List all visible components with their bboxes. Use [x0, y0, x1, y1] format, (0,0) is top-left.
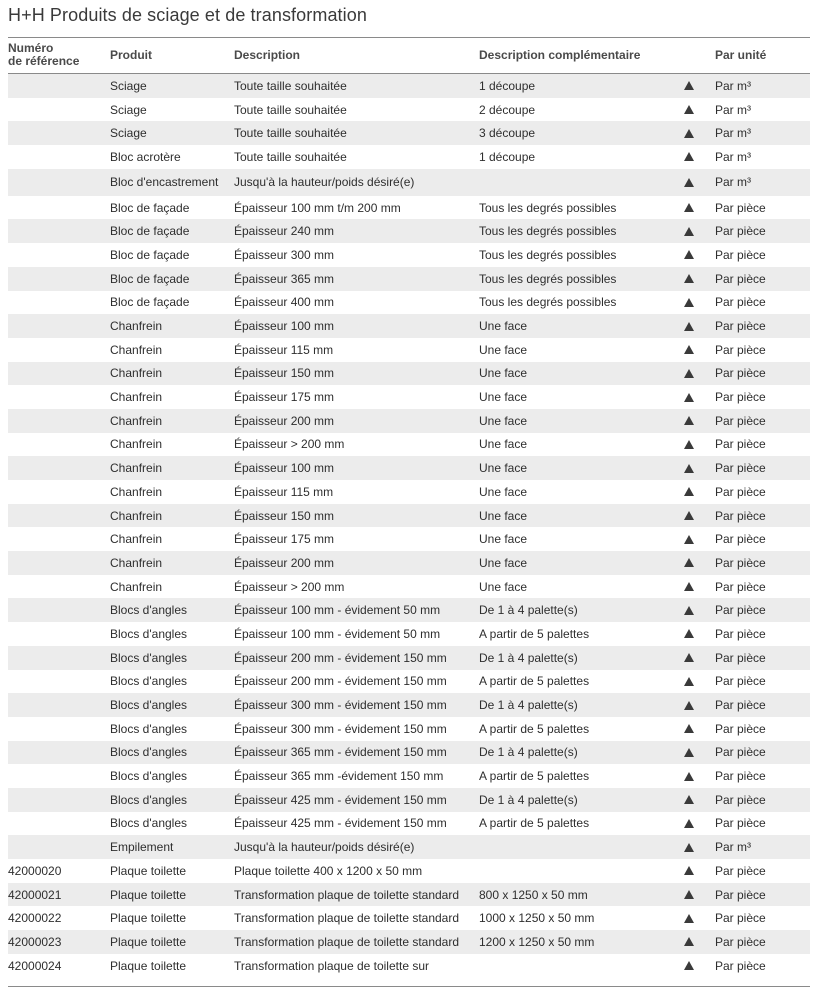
description-cell: Épaisseur 300 mm - évidement 150 mm	[234, 698, 447, 713]
reference-number-cell: 42000024	[8, 958, 62, 973]
table-row	[8, 267, 810, 291]
description-cell: Épaisseur 400 mm	[234, 295, 335, 310]
indicator-cell	[683, 646, 695, 670]
indicator-cell	[683, 527, 695, 551]
table-row	[8, 314, 810, 338]
table-row	[8, 433, 810, 457]
product-cell: Blocs d'angles	[110, 626, 188, 641]
triangle-up-icon	[684, 274, 694, 283]
table-row	[8, 385, 810, 409]
indicator-cell	[683, 717, 695, 741]
triangle-up-icon	[684, 937, 694, 946]
description-cell: Transformation plaque de toilette standard	[234, 934, 460, 949]
triangle-up-icon	[684, 393, 694, 402]
per-unit-cell: Par pièce	[715, 958, 766, 973]
triangle-up-icon	[684, 961, 694, 970]
indicator-cell	[683, 930, 695, 954]
triangle-up-icon	[684, 250, 694, 259]
indicator-cell	[683, 314, 695, 338]
indicator-cell	[683, 196, 695, 220]
complementary-description-cell: De 1 à 4 palette(s)	[479, 603, 578, 618]
product-cell: Bloc acrotère	[110, 149, 181, 164]
table-row	[8, 121, 810, 145]
description-cell: Épaisseur 300 mm	[234, 247, 335, 262]
per-unit-cell: Par pièce	[715, 532, 766, 547]
bottom-divider	[8, 986, 810, 987]
per-unit-cell: Par pièce	[715, 366, 766, 381]
product-cell: Blocs d'angles	[110, 721, 188, 736]
description-cell: Épaisseur 200 mm - évidement 150 mm	[234, 650, 447, 665]
indicator-cell	[683, 409, 695, 433]
complementary-description-cell: De 1 à 4 palette(s)	[479, 792, 578, 807]
triangle-up-icon	[684, 890, 694, 899]
product-cell: Chanfrein	[110, 366, 163, 381]
description-cell: Épaisseur 200 mm	[234, 413, 335, 428]
per-unit-cell: Par pièce	[715, 745, 766, 760]
triangle-up-icon	[684, 152, 694, 161]
table-row	[8, 551, 810, 575]
triangle-up-icon	[684, 629, 694, 638]
table-row	[8, 527, 810, 551]
per-unit-cell: Par m³	[715, 149, 751, 164]
indicator-cell	[683, 433, 695, 457]
product-cell: Plaque toilette	[110, 887, 187, 902]
product-cell: Sciage	[110, 126, 147, 141]
triangle-up-icon	[684, 701, 694, 710]
indicator-cell	[683, 598, 695, 622]
indicator-cell	[683, 812, 695, 836]
per-unit-cell: Par m³	[715, 126, 751, 141]
description-cell: Épaisseur 200 mm	[234, 555, 335, 570]
description-cell: Toute taille souhaitée	[234, 149, 347, 164]
triangle-up-icon	[684, 724, 694, 733]
product-cell: Chanfrein	[110, 555, 163, 570]
reference-number-cell: 42000022	[8, 911, 62, 926]
description-cell: Épaisseur > 200 mm	[234, 437, 345, 452]
description-cell: Jusqu'à la hauteur/poids désiré(e)	[234, 840, 415, 855]
description-cell: Épaisseur 100 mm t/m 200 mm	[234, 200, 401, 215]
indicator-cell	[683, 859, 695, 883]
per-unit-cell: Par m³	[715, 175, 751, 190]
product-cell: Blocs d'angles	[110, 603, 188, 618]
indicator-cell	[683, 764, 695, 788]
product-cell: Blocs d'angles	[110, 792, 188, 807]
description-cell: Épaisseur 365 mm	[234, 271, 335, 286]
complementary-description-cell: 1 découpe	[479, 78, 536, 93]
product-cell: Blocs d'angles	[110, 674, 188, 689]
complementary-description-cell: 1200 x 1250 x 50 mm	[479, 934, 595, 949]
triangle-up-icon	[684, 843, 694, 852]
product-cell: Bloc de façade	[110, 247, 190, 262]
complementary-description-cell: A partir de 5 palettes	[479, 769, 590, 784]
complementary-description-cell: Tous les degrés possibles	[479, 247, 617, 262]
triangle-up-icon	[684, 653, 694, 662]
indicator-cell	[683, 385, 695, 409]
description-cell: Jusqu'à la hauteur/poids désiré(e)	[234, 175, 415, 190]
description-cell: Épaisseur 175 mm	[234, 390, 335, 405]
triangle-up-icon	[684, 203, 694, 212]
complementary-description-cell: 1 découpe	[479, 149, 536, 164]
table-row	[8, 575, 810, 599]
table-row	[8, 219, 810, 243]
complementary-description-cell: 1000 x 1250 x 50 mm	[479, 911, 595, 926]
complementary-description-cell: De 1 à 4 palette(s)	[479, 650, 578, 665]
table-row	[8, 906, 810, 930]
per-unit-cell: Par m³	[715, 840, 751, 855]
product-cell: Chanfrein	[110, 579, 163, 594]
product-cell: Sciage	[110, 102, 147, 117]
complementary-description-cell: Tous les degrés possibles	[479, 271, 617, 286]
per-unit-cell: Par pièce	[715, 413, 766, 428]
header-per-unit: Par unité	[715, 48, 767, 62]
indicator-cell	[683, 267, 695, 291]
description-cell: Épaisseur 100 mm	[234, 461, 335, 476]
indicator-cell	[683, 169, 695, 196]
per-unit-cell: Par pièce	[715, 461, 766, 476]
product-cell: Blocs d'angles	[110, 745, 188, 760]
header-product: Produit	[110, 48, 152, 62]
indicator-cell	[683, 883, 695, 907]
description-cell: Toute taille souhaitée	[234, 126, 347, 141]
table-row	[8, 98, 810, 122]
per-unit-cell: Par pièce	[715, 200, 766, 215]
table-row	[8, 741, 810, 765]
table-row	[8, 859, 810, 883]
triangle-up-icon	[684, 677, 694, 686]
triangle-up-icon	[684, 535, 694, 544]
per-unit-cell: Par pièce	[715, 271, 766, 286]
complementary-description-cell: 800 x 1250 x 50 mm	[479, 887, 588, 902]
table-row	[8, 169, 810, 196]
complementary-description-cell: Une face	[479, 319, 528, 334]
table-row	[8, 646, 810, 670]
description-cell: Épaisseur > 200 mm	[234, 579, 345, 594]
table-row	[8, 693, 810, 717]
indicator-cell	[683, 670, 695, 694]
description-cell: Épaisseur 365 mm - évidement 150 mm	[234, 745, 447, 760]
product-cell: Plaque toilette	[110, 958, 187, 973]
page-title: H+H Produits de sciage et de transformation	[8, 5, 367, 25]
complementary-description-cell: Une face	[479, 532, 528, 547]
indicator-cell	[683, 74, 695, 98]
per-unit-cell: Par pièce	[715, 698, 766, 713]
product-cell: Blocs d'angles	[110, 816, 188, 831]
complementary-description-cell: Une face	[479, 461, 528, 476]
per-unit-cell: Par pièce	[715, 319, 766, 334]
complementary-description-cell: Une face	[479, 555, 528, 570]
description-cell: Plaque toilette 400 x 1200 x 50 mm	[234, 863, 423, 878]
table-row	[8, 835, 810, 859]
complementary-description-cell: Tous les degrés possibles	[479, 200, 617, 215]
per-unit-cell: Par m³	[715, 78, 751, 93]
description-cell: Épaisseur 150 mm	[234, 366, 335, 381]
header-description: Description	[234, 48, 301, 62]
indicator-cell	[683, 338, 695, 362]
complementary-description-cell: A partir de 5 palettes	[479, 626, 590, 641]
triangle-up-icon	[684, 606, 694, 615]
per-unit-cell: Par pièce	[715, 295, 766, 310]
table-row	[8, 145, 810, 169]
complementary-description-cell: De 1 à 4 palette(s)	[479, 745, 578, 760]
description-cell: Épaisseur 425 mm - évidement 150 mm	[234, 816, 447, 831]
product-cell: Sciage	[110, 78, 147, 93]
triangle-up-icon	[684, 582, 694, 591]
triangle-up-icon	[684, 227, 694, 236]
triangle-up-icon	[684, 511, 694, 520]
complementary-description-cell: Une face	[479, 484, 528, 499]
per-unit-cell: Par pièce	[715, 247, 766, 262]
table-row	[8, 362, 810, 386]
reference-number-cell: 42000020	[8, 863, 62, 878]
complementary-description-cell: A partir de 5 palettes	[479, 721, 590, 736]
description-cell: Transformation plaque de toilette standard	[234, 887, 460, 902]
header-reference-line2: de référence	[8, 54, 80, 68]
per-unit-cell: Par pièce	[715, 437, 766, 452]
per-unit-cell: Par pièce	[715, 934, 766, 949]
per-unit-cell: Par pièce	[715, 390, 766, 405]
product-cell: Blocs d'angles	[110, 650, 188, 665]
per-unit-cell: Par pièce	[715, 863, 766, 878]
description-cell: Transformation plaque de toilette sur	[234, 958, 429, 973]
table-row	[8, 622, 810, 646]
complementary-description-cell: A partir de 5 palettes	[479, 674, 590, 689]
table-row	[8, 670, 810, 694]
description-cell: Épaisseur 300 mm - évidement 150 mm	[234, 721, 447, 736]
description-cell: Toute taille souhaitée	[234, 78, 347, 93]
indicator-cell	[683, 243, 695, 267]
description-cell: Épaisseur 150 mm	[234, 508, 335, 523]
product-cell: Chanfrein	[110, 461, 163, 476]
triangle-up-icon	[684, 105, 694, 114]
product-cell: Bloc de façade	[110, 200, 190, 215]
description-cell: Épaisseur 365 mm -évidement 150 mm	[234, 769, 444, 784]
description-cell: Épaisseur 115 mm	[234, 484, 334, 499]
indicator-cell	[683, 693, 695, 717]
product-cell: Chanfrein	[110, 437, 163, 452]
product-cell: Blocs d'angles	[110, 769, 188, 784]
indicator-cell	[683, 121, 695, 145]
indicator-cell	[683, 835, 695, 859]
per-unit-cell: Par pièce	[715, 721, 766, 736]
product-cell: Chanfrein	[110, 319, 163, 334]
triangle-up-icon	[684, 129, 694, 138]
per-unit-cell: Par pièce	[715, 484, 766, 499]
table-row	[8, 196, 810, 220]
triangle-up-icon	[684, 487, 694, 496]
per-unit-cell: Par pièce	[715, 911, 766, 926]
complementary-description-cell: Une face	[479, 342, 528, 357]
description-cell: Épaisseur 100 mm	[234, 319, 335, 334]
per-unit-cell: Par pièce	[715, 224, 766, 239]
header-reference-number	[8, 42, 103, 68]
product-cell: Empilement	[110, 840, 174, 855]
complementary-description-cell: De 1 à 4 palette(s)	[479, 698, 578, 713]
table-row	[8, 456, 810, 480]
complementary-description-cell: Une face	[479, 579, 528, 594]
description-cell: Transformation plaque de toilette standard	[234, 911, 460, 926]
table-header	[0, 38, 822, 74]
table-row	[8, 717, 810, 741]
complementary-description-cell: Tous les degrés possibles	[479, 224, 617, 239]
triangle-up-icon	[684, 772, 694, 781]
per-unit-cell: Par pièce	[715, 650, 766, 665]
table-row	[8, 954, 810, 978]
product-cell: Chanfrein	[110, 508, 163, 523]
triangle-up-icon	[684, 416, 694, 425]
triangle-up-icon	[684, 914, 694, 923]
table-row	[8, 480, 810, 504]
table-row	[8, 764, 810, 788]
per-unit-cell: Par pièce	[715, 626, 766, 641]
description-cell: Épaisseur 240 mm	[234, 224, 335, 239]
triangle-up-icon	[684, 748, 694, 757]
complementary-description-cell: A partir de 5 palettes	[479, 816, 590, 831]
product-cell: Chanfrein	[110, 484, 163, 499]
table-row	[8, 812, 810, 836]
per-unit-cell: Par pièce	[715, 769, 766, 784]
table-row	[8, 291, 810, 315]
header-reference-line1: Numéro	[8, 41, 54, 55]
triangle-up-icon	[684, 345, 694, 354]
per-unit-cell: Par pièce	[715, 579, 766, 594]
triangle-up-icon	[684, 369, 694, 378]
triangle-up-icon	[684, 558, 694, 567]
product-cell: Bloc de façade	[110, 295, 190, 310]
triangle-up-icon	[684, 178, 694, 187]
table-row	[8, 930, 810, 954]
header-complementary-description: Description complémentaire	[479, 48, 641, 62]
reference-number-cell: 42000021	[8, 887, 62, 902]
per-unit-cell: Par pièce	[715, 792, 766, 807]
triangle-up-icon	[684, 819, 694, 828]
description-cell: Épaisseur 200 mm - évidement 150 mm	[234, 674, 447, 689]
indicator-cell	[683, 575, 695, 599]
description-cell: Épaisseur 100 mm - évidement 50 mm	[234, 626, 441, 641]
per-unit-cell: Par pièce	[715, 816, 766, 831]
triangle-up-icon	[684, 298, 694, 307]
per-unit-cell: Par pièce	[715, 508, 766, 523]
description-cell: Épaisseur 100 mm - évidement 50 mm	[234, 603, 441, 618]
table-row	[8, 243, 810, 267]
product-cell: Plaque toilette	[110, 863, 187, 878]
complementary-description-cell: Une face	[479, 366, 528, 381]
triangle-up-icon	[684, 866, 694, 875]
table-row	[8, 883, 810, 907]
description-cell: Épaisseur 115 mm	[234, 342, 334, 357]
product-cell: Plaque toilette	[110, 934, 187, 949]
reference-number-cell: 42000023	[8, 934, 62, 949]
per-unit-cell: Par pièce	[715, 555, 766, 570]
product-cell: Chanfrein	[110, 413, 163, 428]
indicator-cell	[683, 219, 695, 243]
description-cell: Épaisseur 425 mm - évidement 150 mm	[234, 792, 447, 807]
indicator-cell	[683, 504, 695, 528]
triangle-up-icon	[684, 795, 694, 804]
indicator-cell	[683, 98, 695, 122]
complementary-description-cell: Une face	[479, 437, 528, 452]
per-unit-cell: Par m³	[715, 102, 751, 117]
description-cell: Toute taille souhaitée	[234, 102, 347, 117]
indicator-cell	[683, 480, 695, 504]
product-cell: Plaque toilette	[110, 911, 187, 926]
product-cell: Chanfrein	[110, 390, 163, 405]
product-cell: Bloc d'encastrement	[110, 175, 219, 190]
indicator-cell	[683, 954, 695, 978]
complementary-description-cell: Tous les degrés possibles	[479, 295, 617, 310]
table-row	[8, 598, 810, 622]
product-cell: Bloc de façade	[110, 224, 190, 239]
per-unit-cell: Par pièce	[715, 342, 766, 357]
indicator-cell	[683, 456, 695, 480]
complementary-description-cell: 2 découpe	[479, 102, 536, 117]
table-row	[8, 338, 810, 362]
triangle-up-icon	[684, 322, 694, 331]
per-unit-cell: Par pièce	[715, 887, 766, 902]
complementary-description-cell: Une face	[479, 413, 528, 428]
triangle-up-icon	[684, 440, 694, 449]
table-row	[8, 74, 810, 98]
indicator-cell	[683, 788, 695, 812]
product-cell: Chanfrein	[110, 342, 163, 357]
table-body	[8, 74, 810, 977]
complementary-description-cell: Une face	[479, 390, 528, 405]
table-row	[8, 788, 810, 812]
complementary-description-cell: Une face	[479, 508, 528, 523]
indicator-cell	[683, 741, 695, 765]
product-cell: Chanfrein	[110, 532, 163, 547]
indicator-cell	[683, 291, 695, 315]
indicator-cell	[683, 145, 695, 169]
indicator-cell	[683, 622, 695, 646]
table-row	[8, 409, 810, 433]
triangle-up-icon	[684, 81, 694, 90]
indicator-cell	[683, 906, 695, 930]
indicator-cell	[683, 362, 695, 386]
triangle-up-icon	[684, 464, 694, 473]
per-unit-cell: Par pièce	[715, 674, 766, 689]
product-cell: Blocs d'angles	[110, 698, 188, 713]
complementary-description-cell: 3 découpe	[479, 126, 536, 141]
product-cell: Bloc de façade	[110, 271, 190, 286]
table-row	[8, 504, 810, 528]
per-unit-cell: Par pièce	[715, 603, 766, 618]
description-cell: Épaisseur 175 mm	[234, 532, 335, 547]
indicator-cell	[683, 551, 695, 575]
